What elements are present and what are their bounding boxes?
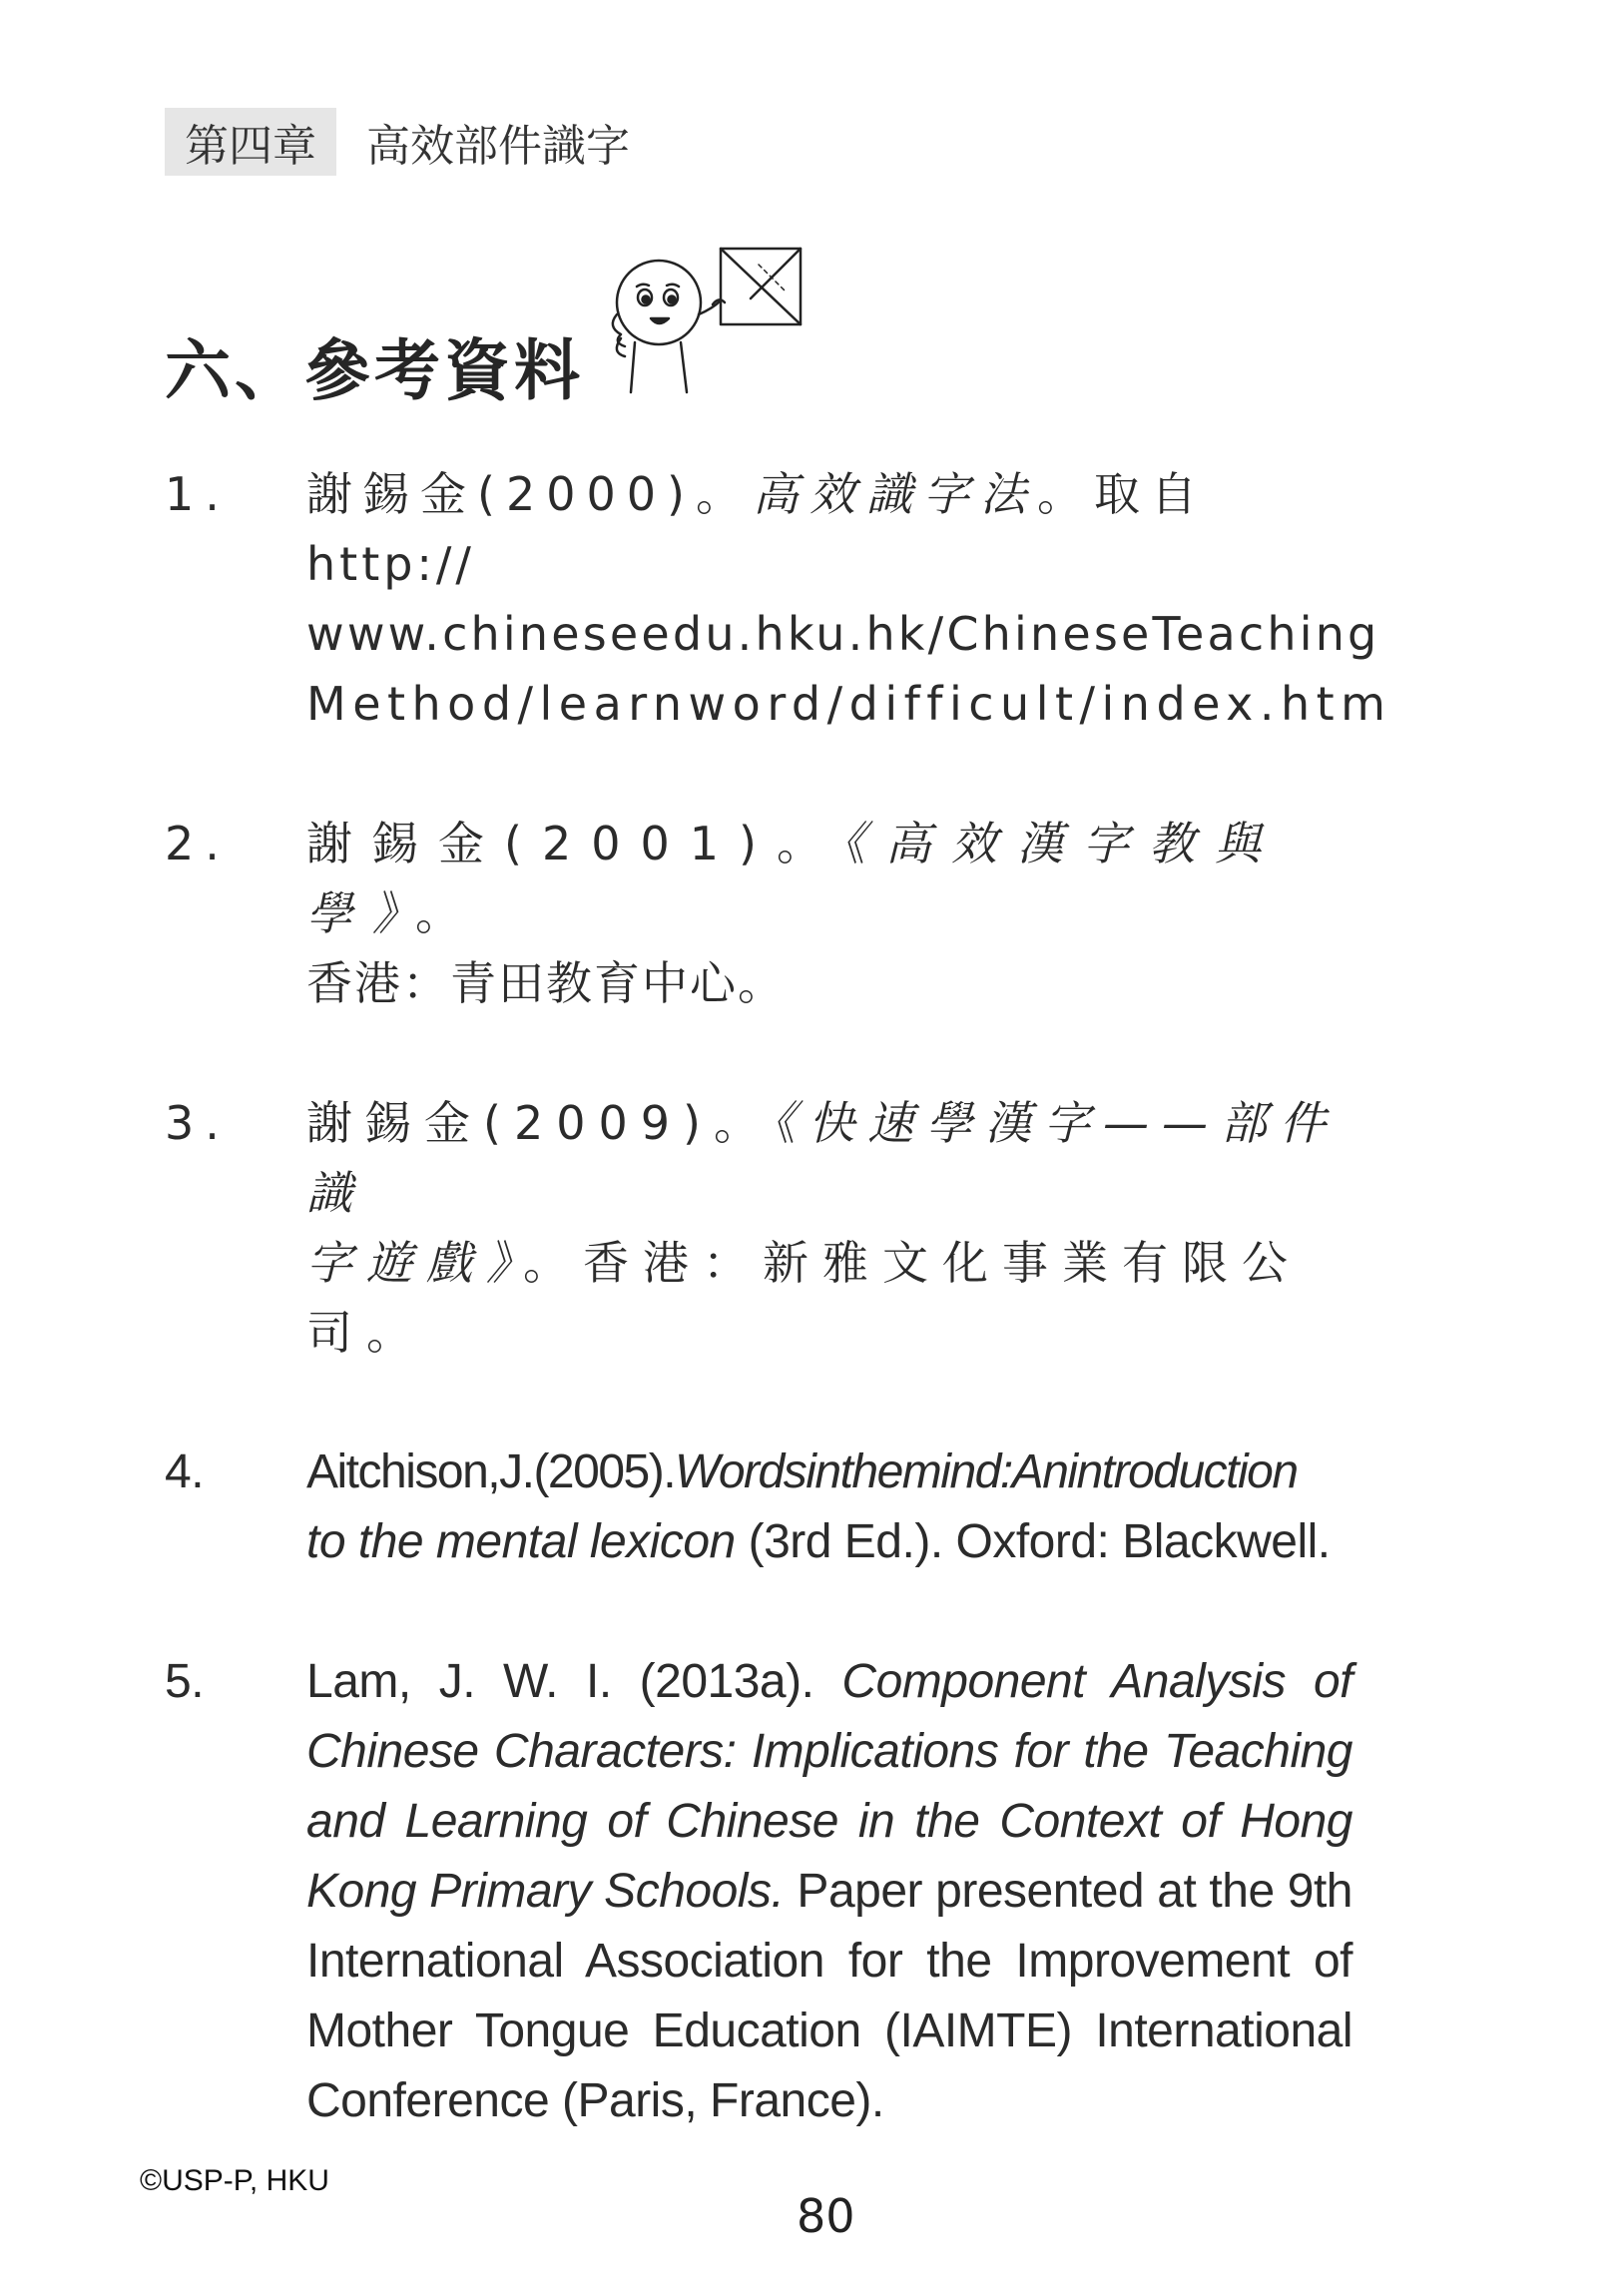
- reference-number: 1.: [165, 467, 231, 521]
- reference-author-year: 謝錫金(2009)。: [306, 1096, 773, 1150]
- reference-url[interactable]: Method/learnword/difficult/index.htm: [306, 677, 1392, 731]
- reference-item-2: [165, 809, 1352, 1018]
- reference-publisher: 。香港：新雅文化事業有限公司。: [306, 1236, 1302, 1360]
- reference-number: 2.: [165, 817, 231, 870]
- reference-item-3: [165, 1088, 1352, 1368]
- reference-publisher: 香港：青田教育中心。: [306, 956, 786, 1010]
- chapter-header: [165, 108, 630, 176]
- reference-number: 5.: [165, 1655, 205, 1708]
- reference-author-year: Aitchison,J.(2005).: [306, 1445, 676, 1498]
- reference-title: 字遊戲》: [306, 1236, 523, 1290]
- reference-rest: (3rd Ed.). Oxford: Blackwell.: [735, 1515, 1331, 1568]
- section-heading: 六、參考資料: [165, 332, 584, 409]
- reference-number: 3.: [165, 1096, 231, 1150]
- reference-title: to the mental lexicon: [306, 1515, 736, 1568]
- reference-author-year: Lam, J. W. I. (2013a).: [306, 1655, 842, 1708]
- chapter-label: 第四章: [165, 108, 336, 176]
- reference-after-title: 。: [415, 886, 481, 940]
- reference-author-year: 謝錫金(2000)。: [306, 467, 753, 521]
- reference-title: 高效識字法: [752, 467, 1037, 521]
- chapter-title: 高效部件識字: [366, 121, 630, 172]
- reference-after-title: 。取自: [1036, 467, 1208, 521]
- mascot-kite-icon: [601, 243, 810, 402]
- reference-item-1: [165, 459, 1392, 739]
- reference-item-4: [165, 1437, 1352, 1577]
- reference-item-5: [165, 1647, 1352, 2136]
- reference-url[interactable]: www.chineseedu.hku.hk/ChineseTeaching: [306, 607, 1380, 661]
- reference-author-year: 謝錫金(2001)。: [306, 817, 842, 870]
- reference-title: Wordsinthemind:Anintroduction: [675, 1445, 1298, 1498]
- reference-number: 4.: [165, 1445, 205, 1498]
- copyright-notice: ©USP-P, HKU: [140, 2164, 329, 2197]
- page-number: 80: [797, 2189, 855, 2243]
- reference-url[interactable]: http://: [306, 537, 475, 591]
- reference-title: Component Analysis of Chinese Characters: Implications for the Teaching and Learning of Chinese in the Context of Hong Kong Primary Schools.: [306, 1655, 1353, 1918]
- reference-title: 《高效漢字教與學》: [306, 817, 1281, 940]
- reference-rest: Paper presented at the 9th International Association for the Improvement of Mother Tongue Education (IAIMTE) International Conference (Paris, France).: [306, 1865, 1353, 2127]
- reference-title: 《快速學漢字——部件識: [306, 1096, 1339, 1220]
- reference-list: [165, 459, 1392, 2206]
